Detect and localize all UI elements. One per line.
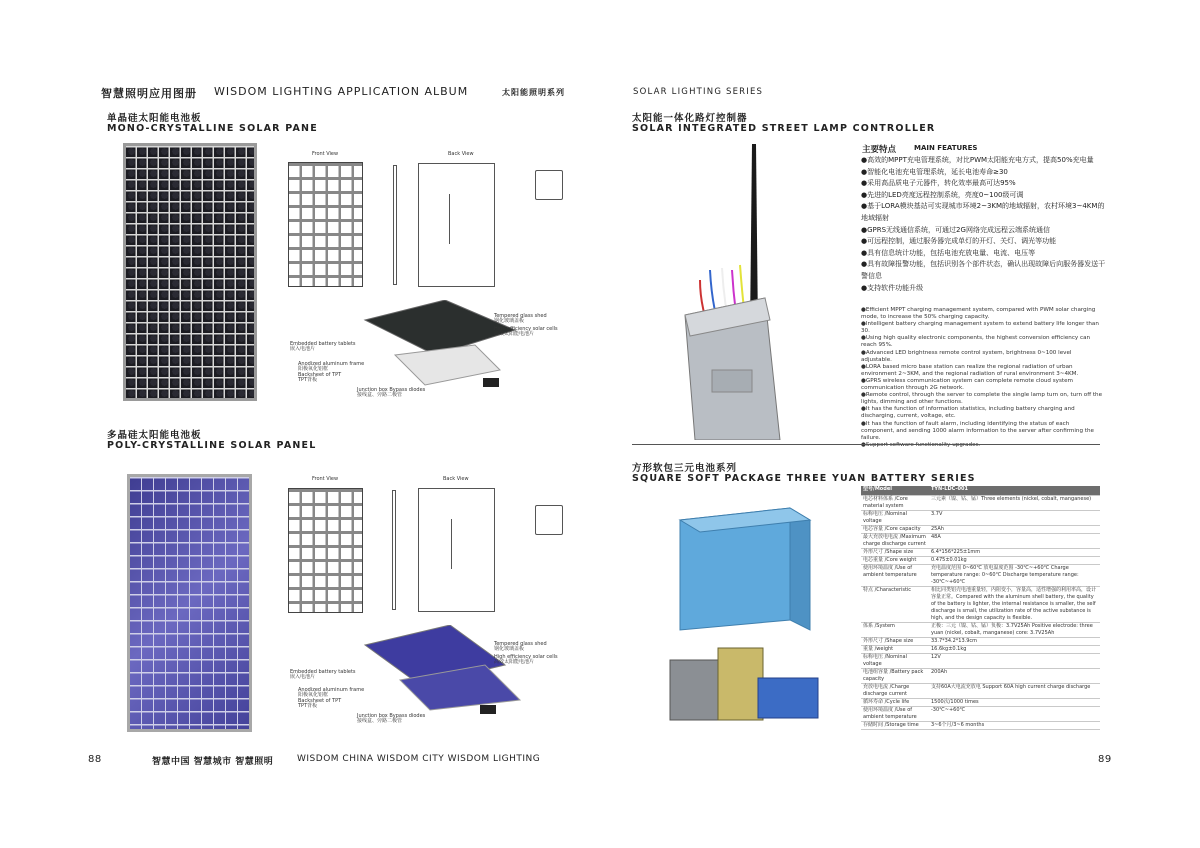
feature-cn-item: ●具有故障报警功能，包括识别各个部件状态，确认出现故障后向服务器发送干警信息 [861,260,1106,280]
features-label-cn: 主要特点 [862,145,897,155]
battery-pack-side [790,508,810,630]
table-cell: 标称电压 /Nominal voltage [861,510,929,525]
feature-en-item: ●Efficient MPPT charging management system, compared with PWM solar charging mode, to increase the 50% charging capacity. [861,307,1096,321]
table-cell: 3~6个月/3~6 months [929,721,1100,729]
battery-image [660,500,850,730]
poly-back-view-label: Back View [443,476,469,482]
mono-label-junction-en: Junction box Bypass diodes [357,387,426,393]
mono-back-view-drawing [418,163,495,287]
poly-label-frame-en: Anodized aluminum frame [298,687,365,693]
table-row [861,564,1100,586]
table-cell: 最大充放电电流 /Maximum charge discharge current [861,533,929,548]
table-header-cell: 型号/Model [861,486,929,495]
mono-label-frame-cn: 阳极氧化铝框 [298,366,329,373]
poly-exploded-diagram [360,625,530,720]
poly-back-view-drawing [418,488,495,612]
footer-slogan-cn: 智慧中国 智慧城市 智慧照明 [152,757,274,767]
mono-title-cn: 单晶硅太阳能电池板 [107,113,202,124]
table-row [861,721,1100,729]
table-cell: 特点 /Characteristic [861,586,929,622]
feature-cn-item: ●具有信息统计功能，包括电池充放电量、电流、电压等 [861,248,1036,257]
feature-cn-item: ●采用高品质电子元器件，转化效率最高可达95% [861,179,1016,188]
table-row [861,653,1100,668]
mono-title-en: MONO-CRYSTALLINE SOLAR PANE [107,123,318,134]
table-cell: 电芯材料体系 /Core material system [861,495,929,510]
features-label-en: MAIN FEATURES [914,144,978,152]
table-cell: 相比同类铝壳电池重量轻，内阻变小，容量高，适性增强的利用率高，设计容量正常。Compared with the aluminum shell battery, the quality of the battery is lighter, the internal resistance is smaller, the self discharge is small, the utilization rate of the active substance is high, and the design capacity is flexible. [929,586,1100,622]
table-row [861,706,1100,721]
table-cell: 正极：三元（镍、钴、锰）负极：3.7V25Ah Positive electrode: three yuan (nickel, cobalt, manganese) core: 3.7V25Ah [929,622,1100,637]
battery-cell-green-pack [718,648,763,720]
table-cell: 12V [929,653,1100,668]
mono-front-view-drawing [288,162,363,287]
features-cn-list [861,155,1107,294]
poly-label-frame-cn: 阳极氧化铝框 [298,692,329,699]
mono-label-embedded-en: Embedded battery tablets [290,341,356,347]
mono-label-junction-cn: 接线盒、旁路二极管 [357,392,403,399]
poly-frame-detail-drawing [535,505,563,535]
table-cell: 充电温度范围 0~60℃ 放电温度范围 -30℃~+60℃ Charge temperature range: 0~60℃ Discharge temperature range: -30℃~+60℃ [929,564,1100,586]
table-cell: 支持60A大电流充放电 Support 60A high current charge discharge [929,683,1100,698]
poly-label-glass-cn: 钢化玻璃盖板 [494,646,525,653]
poly-label-junction-cn: 接线盒、旁路二极管 [357,718,403,725]
table-row [861,510,1100,525]
table-cell: 电芯重量 /Core weight [861,556,929,564]
page-number-right: 89 [1098,754,1112,765]
table-cell: 25Ah [929,525,1100,533]
table-cell: 0.475±0.01kg [929,556,1100,564]
table-cell: 电池组容量 /Battery pack capacity [861,668,929,683]
table-cell: 充放电电流 /Charge discharge current [861,683,929,698]
album-title-cn: 智慧照明应用图册 [101,87,197,100]
table-row [861,668,1100,683]
mono-label-cells-cn: 高效太阳能电池片 [494,330,535,337]
table-cell: 电芯容量 /Core capacity [861,525,929,533]
table-cell: 循环寿命 /Cycle life [861,698,929,706]
table-row [861,645,1100,653]
table-header-cell: TYN-LDC-001 [929,486,1100,495]
poly-front-view-drawing [288,488,363,613]
table-row [861,548,1100,556]
battery-title-cn: 方形软包三元电池系列 [632,463,738,474]
feature-en-item: ●Intelligent battery charging management system to extend battery life longer than 30. [861,321,1099,335]
poly-panel-image [127,474,252,732]
poly-front-view-label: Front View [312,476,339,482]
poly-side-view-drawing [392,490,396,610]
poly-label-tpt-cn: TPT背板 [298,702,318,709]
footer-slogan-en: WISDOM CHINA WISDOM CITY WISDOM LIGHTING [297,754,541,764]
mono-label-embedded-cn: 嵌入电池片 [290,346,316,353]
table-cell: 重量 /weight [861,645,929,653]
poly-label-cells-cn: 高效太阳能电池片 [494,658,535,665]
table-cell: -30℃~+60℃ [929,706,1100,721]
poly-junction-box [480,705,496,714]
table-cell: 6.4*156*225±1mm [929,548,1100,556]
poly-label-junction-en: Junction box Bypass diodes [357,713,426,719]
table-row [861,586,1100,622]
table-cell: 33.7*34.2*13.9cm [929,637,1100,645]
table-row [861,683,1100,698]
table-cell: 标称电压 /Nominal voltage [861,653,929,668]
poly-label-cells-en: High efficiency solar cells [494,653,558,660]
poly-title-en: POLY-CRYSTALLINE SOLAR PANEL [107,440,317,451]
table-cell: 三元素（镍、钴、锰）Three elements (nickel, cobalt, manganese) [929,495,1100,510]
mono-label-tpt-cn: TPT背板 [298,376,318,383]
mono-back-view-label: Back View [448,151,474,157]
mono-exploded-cells [365,300,515,355]
battery-spec-table [861,486,1100,730]
poly-title-cn: 多晶硅太阳能电池板 [107,430,202,441]
mono-label-cells-en: High efficiency solar cells [494,325,558,332]
table-cell: 外形尺寸 /Shape size [861,548,929,556]
poly-label-glass-en: Tempered glass shed [494,641,547,647]
controller-image [670,140,840,440]
mono-label-glass-cn: 钢化玻璃盖板 [494,318,525,325]
feature-en-item: ●Using high quality electronic components, the highest conversion efficiency can reach 95%. [861,335,1091,349]
feature-en-item: ●It has the function of information statistics, including battery charging and discharging, current, voltage, etc. [861,406,1075,420]
mono-front-view-label: Front View [312,151,339,157]
table-cell: 200Ah [929,668,1100,683]
feature-cn-item: ●可远程控制，通过服务器完成单灯的开灯、关灯、调光等功能 [861,237,1057,246]
table-cell: 外形尺寸 /Shape size [861,637,929,645]
table-header-row [861,486,1100,495]
table-row [861,637,1100,645]
table-cell: 存储时间 /Storage time [861,721,929,729]
feature-en-item: ●GPRS wireless communication system can complete remote cloud system communication through 2G network. [861,377,1073,392]
features-en-list [861,307,1103,449]
mono-label-frame-en: Anodized aluminum frame [298,361,365,367]
table-row [861,556,1100,564]
feature-cn-item: ●智能化电池充电管理系统，延长电池寿命≥30 [861,167,1008,176]
battery-cell-grey [670,660,725,720]
table-row [861,525,1100,533]
battery-cell-blue [758,678,818,718]
mono-label-tpt-en: Backsheet of TPT [298,371,342,378]
table-row [861,698,1100,706]
table-row [861,533,1100,548]
table-row [861,495,1100,510]
mono-frame-detail-drawing [535,170,563,200]
table-cell: 16.6kg±0.1kg [929,645,1100,653]
poly-label-embedded-cn: 嵌入电池片 [290,674,316,681]
table-row [861,622,1100,637]
section-divider [632,444,1100,445]
feature-cn-item: ●基于LORA模块基站可实现城市环境2~3KM的地域辐射，农村环境3~4KM的地域辐射 [861,202,1105,222]
feature-en-item [861,442,1103,449]
mono-side-view-drawing [393,165,397,285]
series-title-cn: 太阳能照明系列 [502,88,565,97]
table-cell: 3.7V [929,510,1100,525]
feature-cn-item: ●GPRS无线通信系统，可通过2G网络完成远程云端系统通信 [861,225,1050,234]
poly-label-embedded-en: Embedded battery tablets [290,669,356,675]
table-cell: 48A [929,533,1100,548]
album-title-en: WISDOM LIGHTING APPLICATION ALBUM [214,85,469,98]
table-cell: 使用环境温度 /Use of ambient temperature [861,706,929,721]
mono-junction-box [483,378,499,387]
table-cell: 1500次/1000 times [929,698,1100,706]
feature-cn-item: ●支持软件功能升级 [861,283,924,292]
series-title-en: SOLAR LIGHTING SERIES [633,87,764,97]
feature-en-item: ●LORA based micro base station can realize the regional radiation of urban environment 2~3KM, and the regional radiation of rural environment 3~4KM. [861,363,1079,377]
mono-panel-image [123,143,257,401]
feature-en-item: ●Advanced LED brightness remote control system, brightness 0~100 level adjustable. [861,349,1072,363]
feature-en-item: ●Remote control, through the server to complete the single lamp turn on, turn off the lights, dimming and other functions. [861,392,1103,406]
feature-en-item: ●It has the function of fault alarm, including identifying the status of each component, and sending 1000 alarm information to the server after confirming the failure. [861,420,1094,441]
feature-cn-item: ●高效的MPPT充电管理系统，对比PWM太阳能充电方式，提高50%充电量 [861,156,1094,164]
controller-title-cn: 太阳能一体化路灯控制器 [632,113,748,124]
table-cell: 体系 /System [861,622,929,637]
poly-label-tpt-en: Backsheet of TPT [298,697,342,704]
battery-title-en: SQUARE SOFT PACKAGE THREE YUAN BATTERY SERIES [632,473,976,484]
controller-title-en: SOLAR INTEGRATED STREET LAMP CONTROLLER [632,123,936,134]
table-cell: 使用环境温度 /Use of ambient temperature [861,564,929,586]
page-number-left: 88 [88,754,102,765]
feature-cn-item: ●先进的LED亮度远程控制系统，亮度0~100级可调 [861,190,1024,199]
mono-label-glass-en: Tempered glass shed [494,313,547,319]
